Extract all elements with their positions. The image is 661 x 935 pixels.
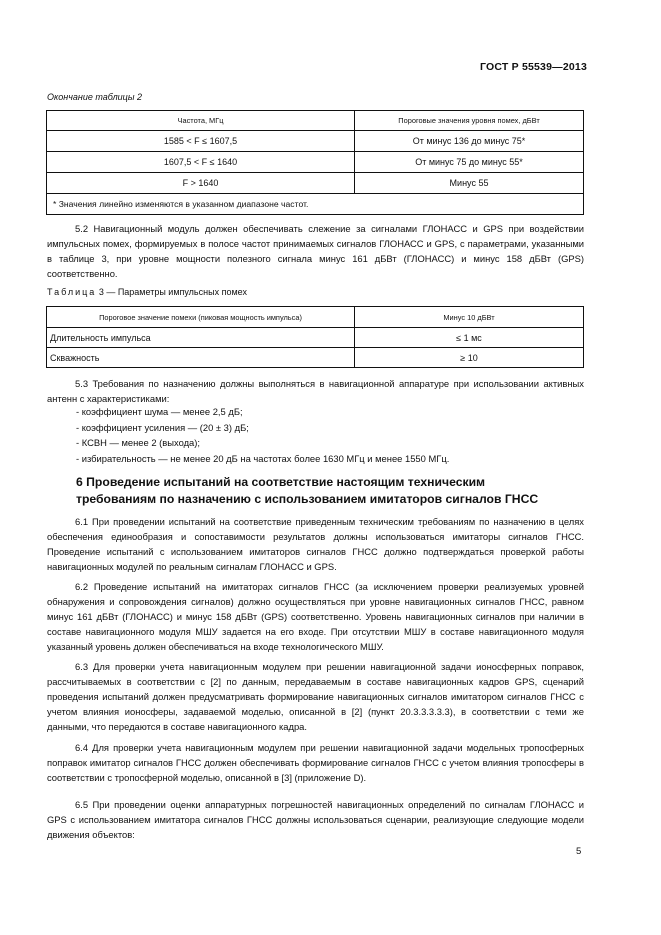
table-cell: Длительность импульса [47,328,355,348]
paragraph-6-2: 6.2 Проведение испытаний на имитаторах сигналов ГНСС (за исключением проверки реализуемых уровней обнаружения и сопровождения сигналов) должно осуществляться при уровне навигационных сигналов ГНСС, равном минус 161 дБВт (ГЛОНАСС) и минус 158 дБВт (GPS) соответственно. Уровень навигационных сигналов при наличии в составе навигационного модуля МШУ задается на его входе. При отсутствии МШУ в составе навигационного модуля указанный уровень должен обеспечиваться на входе технологического МШУ. [47,581,584,652]
table2-col-threshold: Пороговые значения уровня помех, дБВт [355,111,584,131]
paragraph-5-2: 5.2 Навигационный модуль должен обеспечивать слежение за сигналами ГЛОНАСС и GPS при воздействии импульсных помех, формируемых в полосе частот принимаемых сигналов ГЛОНАСС и GPS, с параметрами, указанными в таблице 3, при уровне мощности полезного сигнала минус 161 дБВт (ГЛОНАСС) и минус 158 дБВт (GPS) соответственно. [47,223,584,279]
section-6-heading-line1: 6 Проведение испытаний на соответствие настоящим техническим [76,475,486,489]
table-cell: 1607,5 < F ≤ 1640 [47,152,355,173]
table3-col-value: Минус 10 дБВт [355,307,584,328]
table-cell: 1585 < F ≤ 1607,5 [47,131,355,152]
table2-caption: Окончание таблицы 2 [47,92,142,102]
paragraph-5-3: 5.3 Требования по назначению должны выполняться в навигационной аппаратуре при использовании активных антенн с характеристиками: [47,378,584,404]
table-row [47,348,584,368]
table3-caption-text: 3 — Параметры импульсных помех [98,287,247,297]
table-cell: ≥ 10 [355,348,584,368]
paragraph-6-3: 6.3 Для проверки учета навигационным модулем при решении навигационной задачи ионосферных поправок, рассчитываемых в соответствии с [2] по данным, передаваемым в составе навигационных кадров GPS, сценарий проведения испытаний должен предусматривать формирование навигационных сигналов имитатором сигналов ГНСС с учетом влияния ионосферы, задаваемой моделью, описанной в [2] (пункт 20.3.3.3.3.3), в соответствии с теми же данными, что передаются в составе навигационного кадра. [47,661,584,732]
table3-caption-label: Таблица [47,287,97,297]
table-row [47,152,584,173]
paragraph-6-1: 6.1 При проведении испытаний на соответствие приведенным техническим требованиям по назначению в целях обеспечения единообразия и сопоставимости результатов должны использоваться имитаторы сигналов ГНСС. Проведение испытаний с использованием имитаторов сигналов ГНСС должно подтверждаться проверкой работы навигационных модулей по реальным сигналам ГЛОНАСС и GPS. [47,516,584,572]
paragraph-6-5: 6.5 При проведении оценки аппаратурных погрешностей навигационных определений по сигналам ГЛОНАСС и GPS с использованием имитатора сигналов ГНСС должны использоваться сценарии, реализующие следующие модели движения объектов: [47,799,584,840]
table-row [47,131,584,152]
table-cell: От минус 136 до минус 75* [355,131,584,152]
table3-caption [47,287,247,297]
table2-note-row [47,194,584,215]
list-item: - коэффициент шума — менее 2,5 дБ; [76,406,243,417]
page-number: 5 [576,846,582,857]
table-cell: ≤ 1 мс [355,328,584,348]
table-row [47,173,584,194]
table-cell: От минус 75 до минус 55* [355,152,584,173]
table3 [46,306,584,368]
table2-header-row [47,111,584,131]
list-item: - коэффициент усиления — (20 ± 3) дБ; [76,421,249,433]
table-cell: F > 1640 [47,173,355,194]
table-cell: Минус 55 [355,173,584,194]
table-cell: Скважность [47,348,355,368]
table2 [46,110,584,215]
antenna-requirements-list [76,404,449,466]
table2-col-frequency: Частота, МГц [47,111,355,131]
document-id-header: ГОСТ Р 55539—2013 [479,61,587,73]
list-item: - КСВН — менее 2 (выхода); [76,437,200,448]
section-6-heading-line2: требованиям по назначению с использованием имитаторов сигналов ГНСС [76,492,539,506]
table-row [47,328,584,348]
table3-header-row [47,307,584,328]
table2-note: * Значения линейно изменяются в указанном диапазоне частот. [47,194,584,215]
paragraph-6-4: 6.4 Для проверки учета навигационным модулем при решении навигационной задачи модельных тропосферных поправок имитатор сигналов ГНСС должен обеспечивать формирование сигналов ГНСС с учетом влияния тропосферы в соответствии с тропосферной моделью, описанной в [3] (приложение D). [47,742,584,783]
table3-col-param: Пороговое значение помехи (пиковая мощность импульса) [47,307,355,328]
section-6-heading [76,474,596,508]
list-item: - избирательность — не менее 20 дБ на частотах более 1630 МГц и менее 1550 МГц. [76,452,450,464]
